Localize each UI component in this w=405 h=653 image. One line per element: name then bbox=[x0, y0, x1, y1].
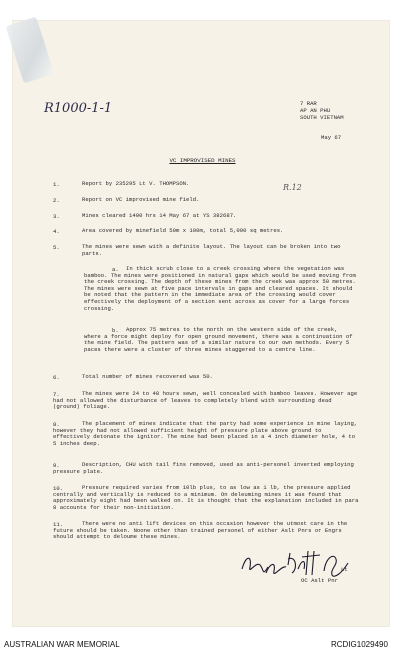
item-number: 4. bbox=[53, 228, 60, 235]
header-date: May 67 bbox=[321, 134, 342, 141]
item-text: Total number of mines recovered was 50. bbox=[82, 373, 213, 380]
header-unit: 7 RAR bbox=[300, 100, 317, 107]
item-number: 8. bbox=[53, 421, 60, 428]
item-text: Mines cleared 1400 hrs 14 May 67 at YS 382687. bbox=[82, 212, 237, 219]
item-number: 9. bbox=[53, 462, 60, 469]
signature-rank: Lt bbox=[341, 566, 348, 573]
item-text: Report by 235295 Lt V. THOMPSON. bbox=[82, 180, 190, 187]
document-title: VC IMPROVISED MINES bbox=[169, 157, 236, 164]
handwritten-reference: R1000-1-1 bbox=[44, 101, 113, 116]
footer-source: AUSTRALIAN WAR MEMORIAL bbox=[4, 640, 120, 649]
item-text: The placement of mines indicate that the party had some experience in mine laying, however they had not allowed sufficient height of pressure plate above ground to effectively detonate the ignitor. The mine had been placed in a 4 inch diameter hole, 4 to 5 inches deep. bbox=[53, 420, 358, 447]
header-location2: SOUTH VIETNAM bbox=[300, 114, 344, 121]
footer-id: RCDIG1029490 bbox=[331, 640, 388, 649]
subitem-letter: a. bbox=[112, 266, 119, 273]
item-text: Pressure required varies from 10lb plus, to as low as 1 lb, the pressure applied centrally and vertically is reduced to a minimum. On deleuming mines it was found that approximately eight had been walked on. It is thought that the explanation included in para 8 accounts for their non-initiation. bbox=[53, 484, 359, 511]
item-text: The mines were 24 to 48 hours sewn, well concealed with bamboo leaves. However age had not allowed the disturbance of leaves to completely blend with surrounding dead (ground) foliage. bbox=[53, 390, 358, 411]
item-number: 10. bbox=[53, 485, 64, 492]
item-text: Area covered by minefield 50m x 100m, total 5,000 sq metres. bbox=[82, 227, 284, 234]
subitem-text: In thick scrub close to a creek crossing where the vegetation was bamboo. The mines were positioned in natural gaps which would be used moving from the creek crossing. The depth of these mines from the creek was approx 50 metres. The mines were sewn at five pace intervals in gaps and cleared spaces. It should be noted that the pattern in the immediate area of the crossing would cover effectively the deployment of a section sent across as cover for a large forces crossing. bbox=[84, 265, 356, 312]
item-number: 7. bbox=[53, 391, 60, 398]
handwritten-note: R.12 bbox=[283, 183, 302, 192]
signature bbox=[238, 545, 358, 585]
subitem-text: Approx 75 metres to the north on the western side of the creek, where a force might deploy for open ground movement, there was a continuation of the mine field. The pattern was of a similar nature to our own methods. Every 5 paces there were a cluster of three mines staggered to a centre line. bbox=[84, 326, 353, 353]
header-location1: AP AN PHU bbox=[300, 107, 331, 114]
item-text: Description, CHU with tail fins removed, used as anti-personel inverted employing pressure plate. bbox=[53, 461, 354, 475]
item-number: 1. bbox=[53, 181, 60, 188]
item-text: There were no anti lift devices on this occasion however the utmost care in the future should be taken. Noone other than trained personel of either Aslt Pnrs or Engrs should attempt to deloume these mines. bbox=[53, 520, 348, 541]
item-number: 11. bbox=[53, 521, 64, 528]
item-text: The mines were sewn with a definite layout. The layout can be broken into two parts. bbox=[82, 243, 341, 257]
subitem-letter: b. bbox=[112, 327, 119, 334]
item-text: Report on VC improvised mine field. bbox=[82, 196, 200, 203]
item-number: 5. bbox=[53, 244, 60, 251]
item-number: 6. bbox=[53, 374, 60, 381]
item-number: 3. bbox=[53, 213, 60, 220]
signature-appointment: OC Aslt Pnr bbox=[301, 577, 338, 584]
item-number: 2. bbox=[53, 197, 60, 204]
